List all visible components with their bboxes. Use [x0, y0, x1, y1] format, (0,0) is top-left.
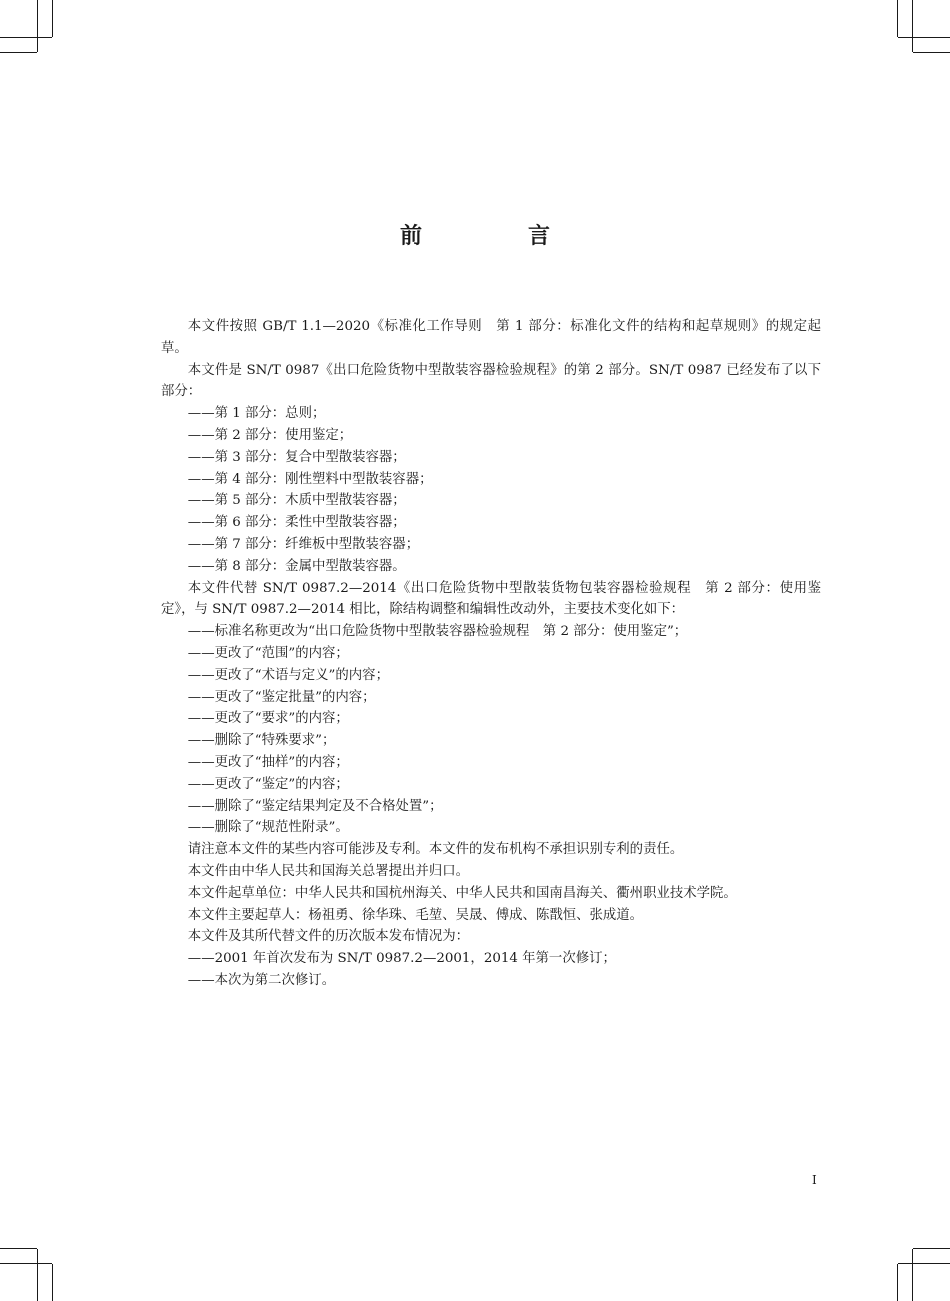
- crop-mark-top-left-v2: [52, 0, 53, 37]
- list-item: ——删除了“特殊要求”；: [187, 733, 336, 749]
- crop-mark-top-left-v: [37, 0, 38, 52]
- crop-mark-bottom-right-v2: [897, 1264, 898, 1301]
- list-item: ——第 3 部分：复合中型散装容器；: [187, 449, 406, 465]
- list-item: ——2001 年首次发布为 SN/T 0987.2—2001，2014 年第一次修订；: [187, 951, 616, 967]
- list-item: ——第 1 部分：总则；: [187, 406, 326, 422]
- list-item: ——更改了“范围”的内容；: [187, 645, 349, 661]
- crop-mark-bottom-left-h: [0, 1263, 52, 1264]
- body-text: [161, 316, 821, 992]
- crop-mark-bottom-left-v: [37, 1249, 38, 1301]
- list-item: ——更改了“术语与定义”的内容；: [187, 667, 389, 683]
- paragraph: 本文件起草单位：中华人民共和国杭州海关、中华人民共和国南昌海关、衢州职业技术学院。: [187, 885, 737, 901]
- paragraph: 本文件代替 SN/T 0987.2—2014《出口危险货物中型散装货物包装容器检验规程 第 2 部分：使用鉴定》，与 SN/T 0987.2—2014 相比，除结构调整和编辑性改动外，主要技术变化如下：: [161, 580, 821, 618]
- crop-mark-top-right-v: [912, 0, 913, 52]
- list-item: ——删除了“鉴定结果判定及不合格处置”；: [187, 798, 443, 814]
- crop-mark-bottom-right-v: [912, 1249, 913, 1301]
- page-number: I: [812, 1173, 817, 1187]
- paragraph: 本文件由中华人民共和国海关总署提出并归口。: [187, 863, 469, 879]
- paragraph: 本文件是 SN/T 0987《出口危险货物中型散装容器检验规程》的第 2 部分。SN/T 0987 已经发布了以下部分：: [161, 362, 821, 400]
- crop-mark-bottom-left-v2: [52, 1264, 53, 1301]
- crop-mark-bottom-right-h: [898, 1263, 950, 1264]
- paragraph: 本文件按照 GB/T 1.1—2020《标准化工作导则 第 1 部分：标准化文件的结构和起草规则》的规定起草。: [161, 319, 821, 356]
- list-item: ——第 8 部分：金属中型散装容器。: [187, 558, 406, 574]
- list-item: ——标准名称更改为“出口危险货物中型散装容器检验规程 第 2 部分：使用鉴定”；: [187, 624, 688, 640]
- list-item: ——第 6 部分：柔性中型散装容器；: [187, 515, 406, 531]
- list-item: ——第 4 部分：刚性塑料中型散装容器；: [187, 471, 433, 487]
- list-item: ——更改了“要求”的内容；: [187, 711, 349, 727]
- crop-mark-bottom-right-h2: [913, 1248, 950, 1249]
- crop-mark-top-left-h: [0, 37, 52, 38]
- page-title: 前 言: [399, 224, 592, 249]
- list-item: ——删除了“规范性附录”。: [187, 820, 349, 836]
- crop-mark-top-right-h2: [913, 52, 950, 53]
- list-item: ——本次为第二次修订。: [187, 972, 336, 988]
- list-item: ——更改了“抽样”的内容；: [187, 754, 349, 770]
- list-item: ——第 2 部分：使用鉴定；: [187, 427, 353, 443]
- paragraph: 本文件及其所代替文件的历次版本发布情况为：: [187, 929, 469, 945]
- paragraph: 本文件主要起草人：杨祖勇、徐华珠、毛堃、吴晟、傅成、陈戬恒、张成道。: [187, 907, 644, 923]
- list-item: ——更改了“鉴定批量”的内容；: [187, 689, 376, 705]
- paragraph: 请注意本文件的某些内容可能涉及专利。本文件的发布机构不承担识别专利的责任。: [187, 842, 684, 858]
- crop-mark-top-right-h: [898, 37, 950, 38]
- list-item: ——第 5 部分：木质中型散装容器；: [187, 493, 406, 509]
- list-item: ——第 7 部分：纤维板中型散装容器；: [187, 536, 420, 552]
- crop-mark-top-right-v2: [897, 0, 898, 37]
- crop-mark-top-left-h2: [0, 52, 37, 53]
- crop-mark-bottom-left-h2: [0, 1248, 37, 1249]
- list-item: ——更改了“鉴定”的内容；: [187, 776, 349, 792]
